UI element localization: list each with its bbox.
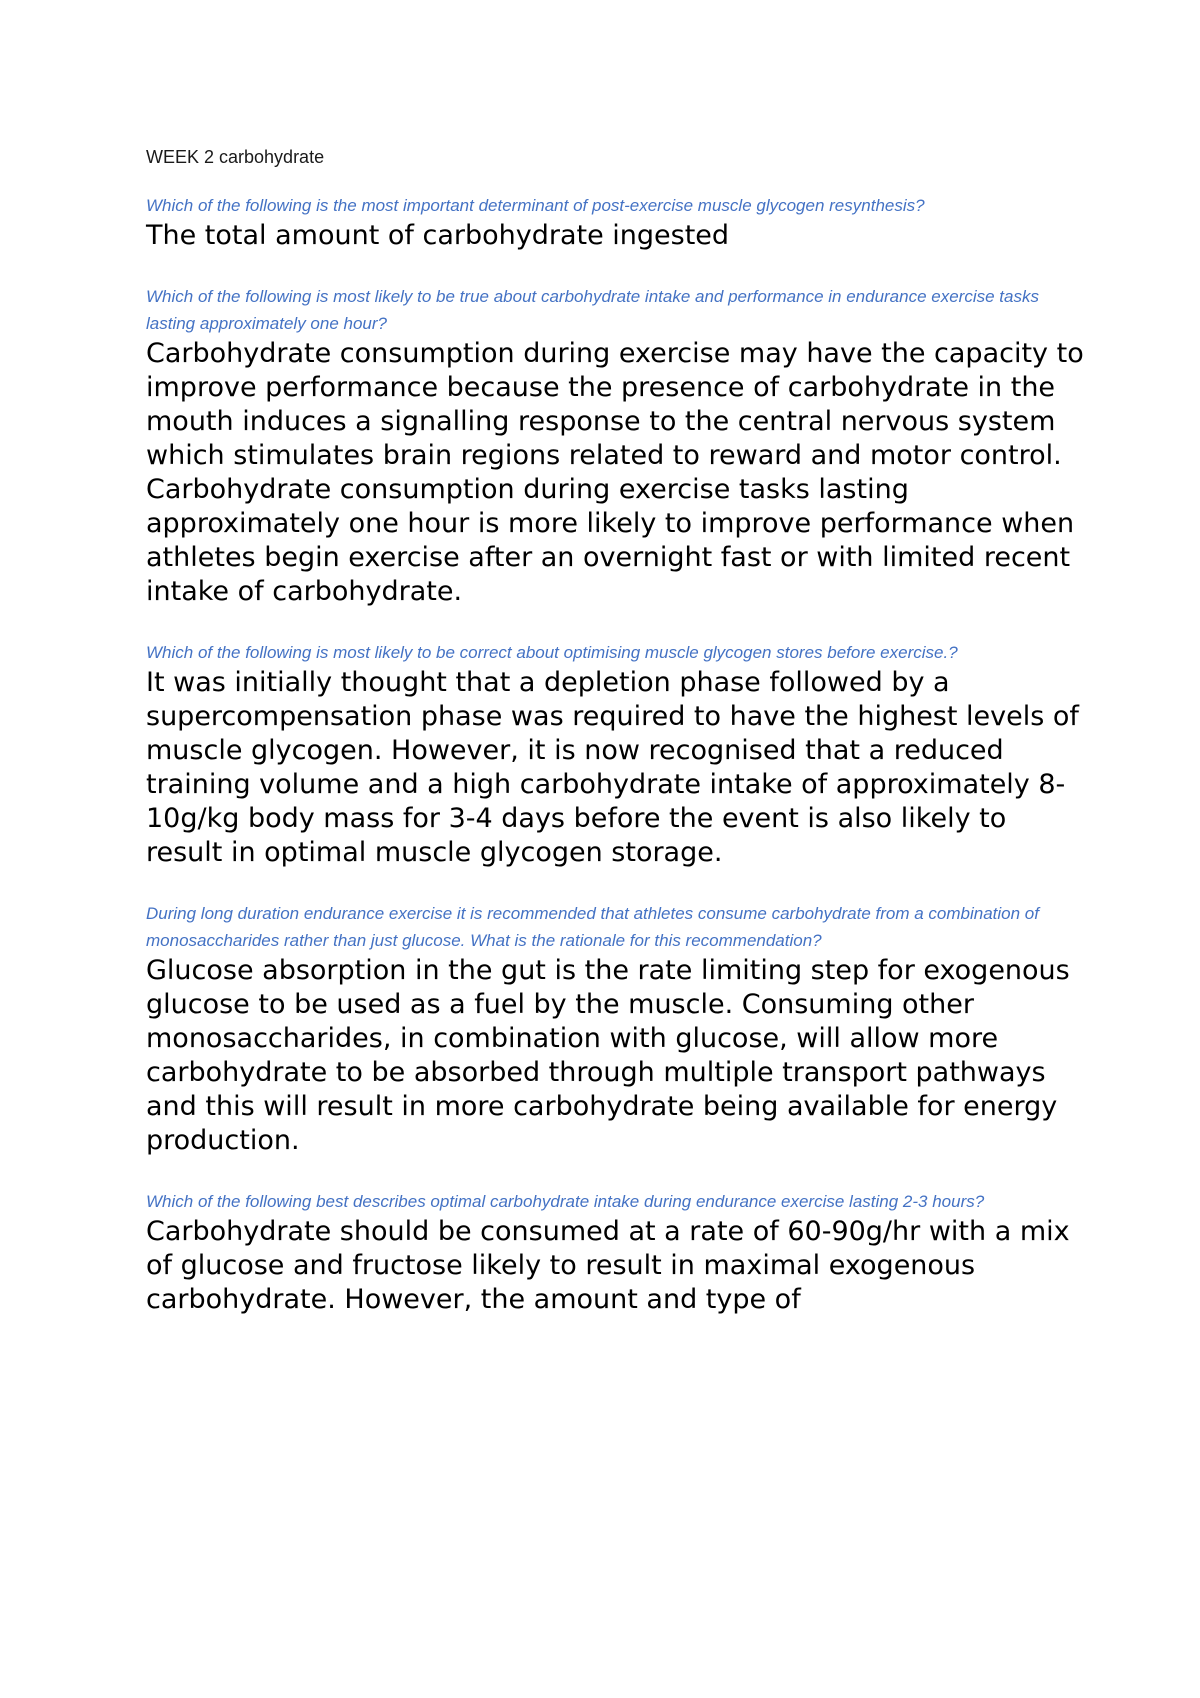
answer-3: It was initially thought that a depletion phase followed by a supercompensation phase was required to have the highest levels of muscle glycogen. However, it is now recognised that a reduced training volume and a high carbohydrate intake of approximately 8-10g/kg body mass for 3-4 days before the event is also likely to result in optimal muscle glycogen storage. (146, 667, 1079, 868)
qa-item-4 (146, 900, 1086, 1158)
qa-item-1 (146, 192, 1086, 253)
qa-item-2 (146, 283, 1086, 609)
question-2: Which of the following is most likely to be true about carbohydrate intake and performance in endurance exercise tasks lasting approximately one hour? (146, 287, 1039, 333)
qa-item-3 (146, 639, 1086, 870)
document-body (146, 146, 1086, 1347)
answer-1: The total amount of carbohydrate ingested (146, 220, 730, 251)
question-4: During long duration endurance exercise it is recommended that athletes consume carbohydrate from a combination of monosaccharides rather than just glucose. What is the rationale for this recommendation? (146, 904, 1039, 950)
answer-2: Carbohydrate consumption during exercise may have the capacity to improve performance because the presence of carbohydrate in the mouth induces a signalling response to the central nervous system which stimulates brain regions related to reward and motor control. Carbohydrate consumption during exercise tasks lasting approximately one hour is more likely to improve performance when athletes begin exercise after an overnight fast or with limited recent intake of carbohydrate. (146, 338, 1084, 607)
answer-5: Carbohydrate should be consumed at a rate of 60-90g/hr with a mix of glucose and fructose likely to result in maximal exogenous carbohydrate. However, the amount and type of (146, 1216, 1070, 1315)
qa-item-5 (146, 1188, 1086, 1317)
question-3: Which of the following is most likely to be correct about optimising muscle glycogen stores before exercise.? (146, 643, 958, 662)
question-1: Which of the following is the most important determinant of post-exercise muscle glycogen resynthesis? (146, 196, 925, 215)
answer-4: Glucose absorption in the gut is the rate limiting step for exogenous glucose to be used as a fuel by the muscle. Consuming other monosaccharides, in combination with glucose, will allow more carbohydrate to be absorbed through multiple transport pathways and this will result in more carbohydrate being available for energy production. (146, 955, 1070, 1156)
question-5: Which of the following best describes optimal carbohydrate intake during endurance exercise lasting 2-3 hours? (146, 1192, 985, 1211)
document-heading: WEEK 2 carbohydrate (146, 147, 325, 167)
